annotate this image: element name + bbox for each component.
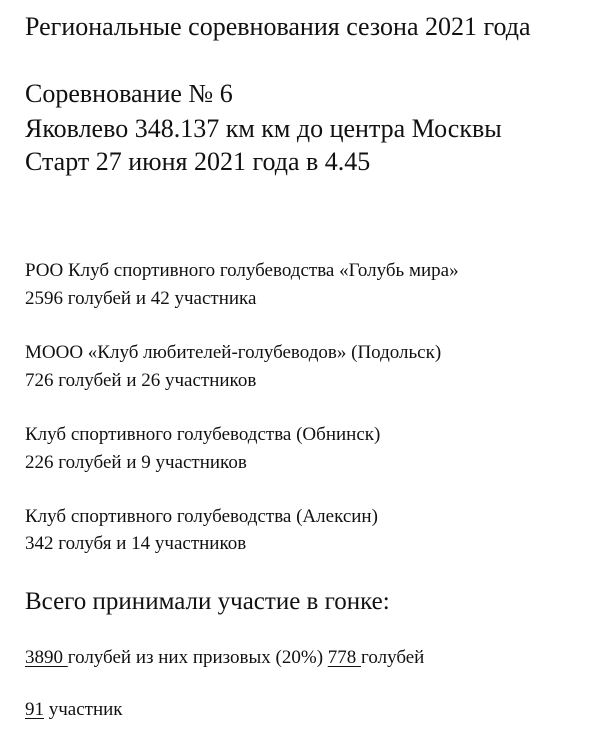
pigeons-text-1: голубей из них призовых (20%): [67, 647, 324, 668]
club-name: Клуб спортивного голубеводства (Алексин): [25, 506, 378, 527]
club-stats: 226 голубей и 9 участников: [25, 452, 247, 473]
competition-number: Соревнование № 6: [25, 79, 233, 108]
prize-pigeons-value: 778: [327, 647, 357, 668]
competition-place: Яковлево 348.137 км км до центра Москвы: [25, 114, 502, 143]
pigeons-text-2: голубей: [361, 647, 425, 668]
participants-text: участник: [48, 699, 123, 720]
total-pigeons-value: 3890: [25, 647, 63, 668]
club-name: РОО Клуб спортивного голубеводства «Голубь мира»: [25, 260, 459, 281]
club-stats: 2596 голубей и 42 участника: [25, 288, 257, 309]
club-name: Клуб спортивного голубеводства (Обнинск): [25, 424, 381, 445]
competition-start: Старт 27 июня 2021 года в 4.45: [25, 147, 371, 176]
club-stats: 342 голубя и 14 участников: [25, 533, 247, 554]
summary-pigeons-line: [25, 648, 424, 667]
participants-value: 91: [25, 699, 44, 720]
club-name: МООО «Клуб любителей-голубеводов» (Подольск): [25, 342, 442, 363]
document-title: Региональные соревнования сезона 2021 года: [25, 12, 531, 41]
club-stats: 726 голубей и 26 участников: [25, 370, 257, 391]
summary-participants-line: [25, 700, 123, 719]
summary-heading: Всего принимали участие в гонке:: [25, 588, 390, 615]
